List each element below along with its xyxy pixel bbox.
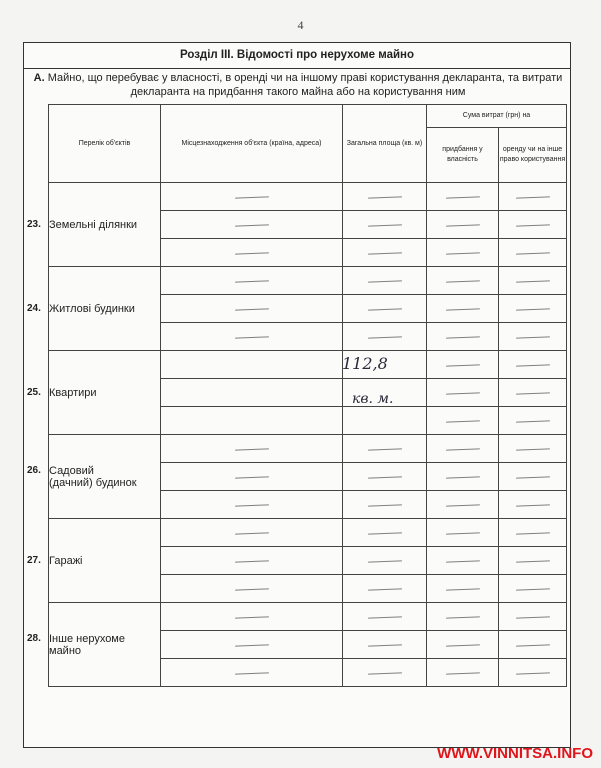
entry-cell: [499, 351, 567, 379]
dash-mark: [234, 644, 268, 646]
dash-mark: [234, 280, 268, 282]
dash-mark: [367, 336, 401, 338]
entry-cell: [499, 435, 567, 463]
row-label: Інше нерухоме майно: [49, 632, 125, 657]
dash-mark: [445, 616, 479, 618]
entry-cell: [343, 239, 427, 267]
entry-cell: [161, 659, 343, 687]
entry-cell: [161, 631, 343, 659]
dash-mark: [515, 280, 549, 282]
entry-cell: [427, 519, 499, 547]
dash-mark: [367, 560, 401, 562]
subtitle-letter: А.: [33, 72, 45, 84]
entry-cell: [343, 295, 427, 323]
entry-cell: [343, 267, 427, 295]
dash-mark: [367, 588, 401, 590]
row-label: Житлові будинки: [49, 302, 135, 315]
dash-mark: [515, 364, 549, 366]
dash-mark: [367, 448, 401, 450]
row-label: Земельні ділянки: [49, 218, 138, 231]
watermark: WWW.VINNITSA.INFO: [437, 745, 593, 762]
dash-mark: [445, 364, 479, 366]
handwritten-area-unit: кв. м.: [352, 391, 394, 407]
dash-mark: [515, 476, 549, 478]
row-number: 28.: [27, 632, 41, 644]
header-location: Місцезнаходження об'єкта (країна, адреса): [161, 105, 343, 183]
entry-cell: [427, 379, 499, 407]
row-label: Квартири: [49, 386, 97, 399]
row-label-cell: [27, 267, 161, 351]
dash-mark: [445, 308, 479, 310]
dash-mark: [367, 672, 401, 674]
entry-cell: [343, 211, 427, 239]
entry-cell: [427, 407, 499, 435]
entry-cell: [343, 603, 427, 631]
dash-mark: [234, 672, 268, 674]
dash-mark: [515, 308, 549, 310]
dash-mark: [445, 196, 479, 198]
entry-cell: [499, 183, 567, 211]
entry-cell: [161, 603, 343, 631]
section-title: Розділ III. Відомості про нерухоме майно: [24, 43, 570, 69]
dash-mark: [367, 476, 401, 478]
entry-cell: [427, 239, 499, 267]
entry-cell: [161, 211, 343, 239]
entry-cell: [161, 379, 343, 407]
dash-mark: [445, 252, 479, 254]
dash-mark: [515, 644, 549, 646]
entry-cell: [343, 463, 427, 491]
dash-mark: [234, 532, 268, 534]
entry-cell: [161, 435, 343, 463]
dash-mark: [445, 280, 479, 282]
dash-mark: [445, 448, 479, 450]
entry-cell: [161, 519, 343, 547]
dash-mark: [515, 588, 549, 590]
entry-cell: [499, 547, 567, 575]
entry-cell: [427, 267, 499, 295]
entry-cell: [427, 603, 499, 631]
dash-mark: [515, 196, 549, 198]
dash-mark: [515, 616, 549, 618]
dash-mark: [515, 420, 549, 422]
subtitle-text: Майно, що перебуває у власності, в оренді чи на іншому праві користування декларанта, та витрати декларанта на придбання такого майна або на користування ним: [47, 72, 563, 98]
dash-mark: [445, 420, 479, 422]
row-number: 26.: [27, 464, 41, 476]
dash-mark: [367, 532, 401, 534]
dash-mark: [234, 476, 268, 478]
dash-mark: [515, 560, 549, 562]
entry-cell: [499, 659, 567, 687]
entry-cell: [499, 295, 567, 323]
dash-mark: [367, 504, 401, 506]
entry-cell: [343, 575, 427, 603]
entry-cell: [427, 659, 499, 687]
dash-mark: [515, 392, 549, 394]
entry-cell: [499, 463, 567, 491]
dash-mark: [515, 252, 549, 254]
property-table: [27, 104, 567, 687]
row-number: 27.: [27, 554, 41, 566]
dash-mark: [445, 588, 479, 590]
dash-mark: [445, 644, 479, 646]
entry-cell: [161, 295, 343, 323]
header-purchase: придбання у власність: [427, 128, 499, 183]
entry-cell: [427, 435, 499, 463]
entry-cell: [343, 323, 427, 351]
entry-cell: [161, 183, 343, 211]
entry-cell: [427, 323, 499, 351]
row-label-cell: [27, 351, 161, 435]
dash-mark: [445, 532, 479, 534]
entry-cell: [161, 351, 343, 379]
row-label-cell: [27, 519, 161, 603]
dash-mark: [367, 644, 401, 646]
dash-mark: [515, 672, 549, 674]
entry-cell: [343, 547, 427, 575]
entry-cell: [427, 463, 499, 491]
row-label-cell: [27, 183, 161, 267]
entry-cell: [161, 575, 343, 603]
table-row: [49, 183, 567, 211]
entry-cell: [427, 211, 499, 239]
row-label-cell: [27, 435, 161, 519]
entry-cell: [161, 491, 343, 519]
entry-cell: [499, 379, 567, 407]
dash-mark: [367, 280, 401, 282]
dash-mark: [515, 336, 549, 338]
entry-cell: [343, 491, 427, 519]
row-label: Садовий (дачний) будинок: [49, 464, 137, 489]
dash-mark: [445, 392, 479, 394]
dash-mark: [367, 616, 401, 618]
entry-cell: [161, 463, 343, 491]
row-label-cell: [27, 603, 161, 687]
row-number: 24.: [27, 302, 41, 314]
entry-cell: [499, 323, 567, 351]
header-rent: оренду чи на інше право користування: [499, 128, 567, 183]
row-number: 23.: [27, 218, 41, 230]
header-list: Перелік об'єктів: [49, 105, 161, 183]
entry-cell: [161, 547, 343, 575]
entry-cell: [161, 407, 343, 435]
entry-cell: [499, 631, 567, 659]
entry-cell: [499, 239, 567, 267]
dash-mark: [445, 224, 479, 226]
dash-mark: [234, 560, 268, 562]
dash-mark: [234, 308, 268, 310]
entry-cell: [161, 323, 343, 351]
entry-cell: [427, 491, 499, 519]
entry-cell: [343, 407, 427, 435]
page-number: 4: [297, 18, 304, 32]
table-row: [49, 267, 567, 295]
entry-cell: [499, 603, 567, 631]
dash-mark: [367, 196, 401, 198]
dash-mark: [445, 476, 479, 478]
entry-cell: [427, 631, 499, 659]
dash-mark: [234, 616, 268, 618]
entry-cell: [343, 659, 427, 687]
row-number: 25.: [27, 386, 41, 398]
table-row: [49, 435, 567, 463]
row-label: Гаражі: [49, 554, 83, 567]
entry-cell: [499, 491, 567, 519]
entry-cell: [499, 575, 567, 603]
dash-mark: [445, 336, 479, 338]
header-expenses: Сума витрат (грн) на: [427, 105, 567, 128]
entry-cell: [499, 211, 567, 239]
entry-cell: [343, 631, 427, 659]
handwritten-area-value: 112,8: [342, 354, 388, 373]
entry-cell: [343, 435, 427, 463]
dash-mark: [234, 252, 268, 254]
entry-cell: [427, 295, 499, 323]
dash-mark: [515, 448, 549, 450]
entry-cell: [343, 183, 427, 211]
dash-mark: [515, 224, 549, 226]
subtitle: [30, 71, 566, 99]
entry-cell: [499, 267, 567, 295]
dash-mark: [367, 224, 401, 226]
dash-mark: [445, 672, 479, 674]
declaration-frame: [23, 42, 571, 748]
table-row: [49, 603, 567, 631]
entry-cell: [161, 267, 343, 295]
entry-cell: [427, 575, 499, 603]
entry-cell: [427, 351, 499, 379]
entry-cell: [161, 239, 343, 267]
dash-mark: [234, 224, 268, 226]
dash-mark: [234, 588, 268, 590]
table-row: [49, 351, 567, 379]
dash-mark: [445, 560, 479, 562]
dash-mark: [234, 504, 268, 506]
entry-cell: [427, 547, 499, 575]
entry-cell: [343, 519, 427, 547]
dash-mark: [445, 504, 479, 506]
header-area: Загальна площа (кв. м): [343, 105, 427, 183]
dash-mark: [515, 532, 549, 534]
dash-mark: [367, 308, 401, 310]
dash-mark: [515, 504, 549, 506]
dash-mark: [234, 448, 268, 450]
dash-mark: [234, 196, 268, 198]
table-row: [49, 519, 567, 547]
entry-cell: [427, 183, 499, 211]
entry-cell: [499, 407, 567, 435]
dash-mark: [367, 252, 401, 254]
entry-cell: [499, 519, 567, 547]
dash-mark: [234, 336, 268, 338]
